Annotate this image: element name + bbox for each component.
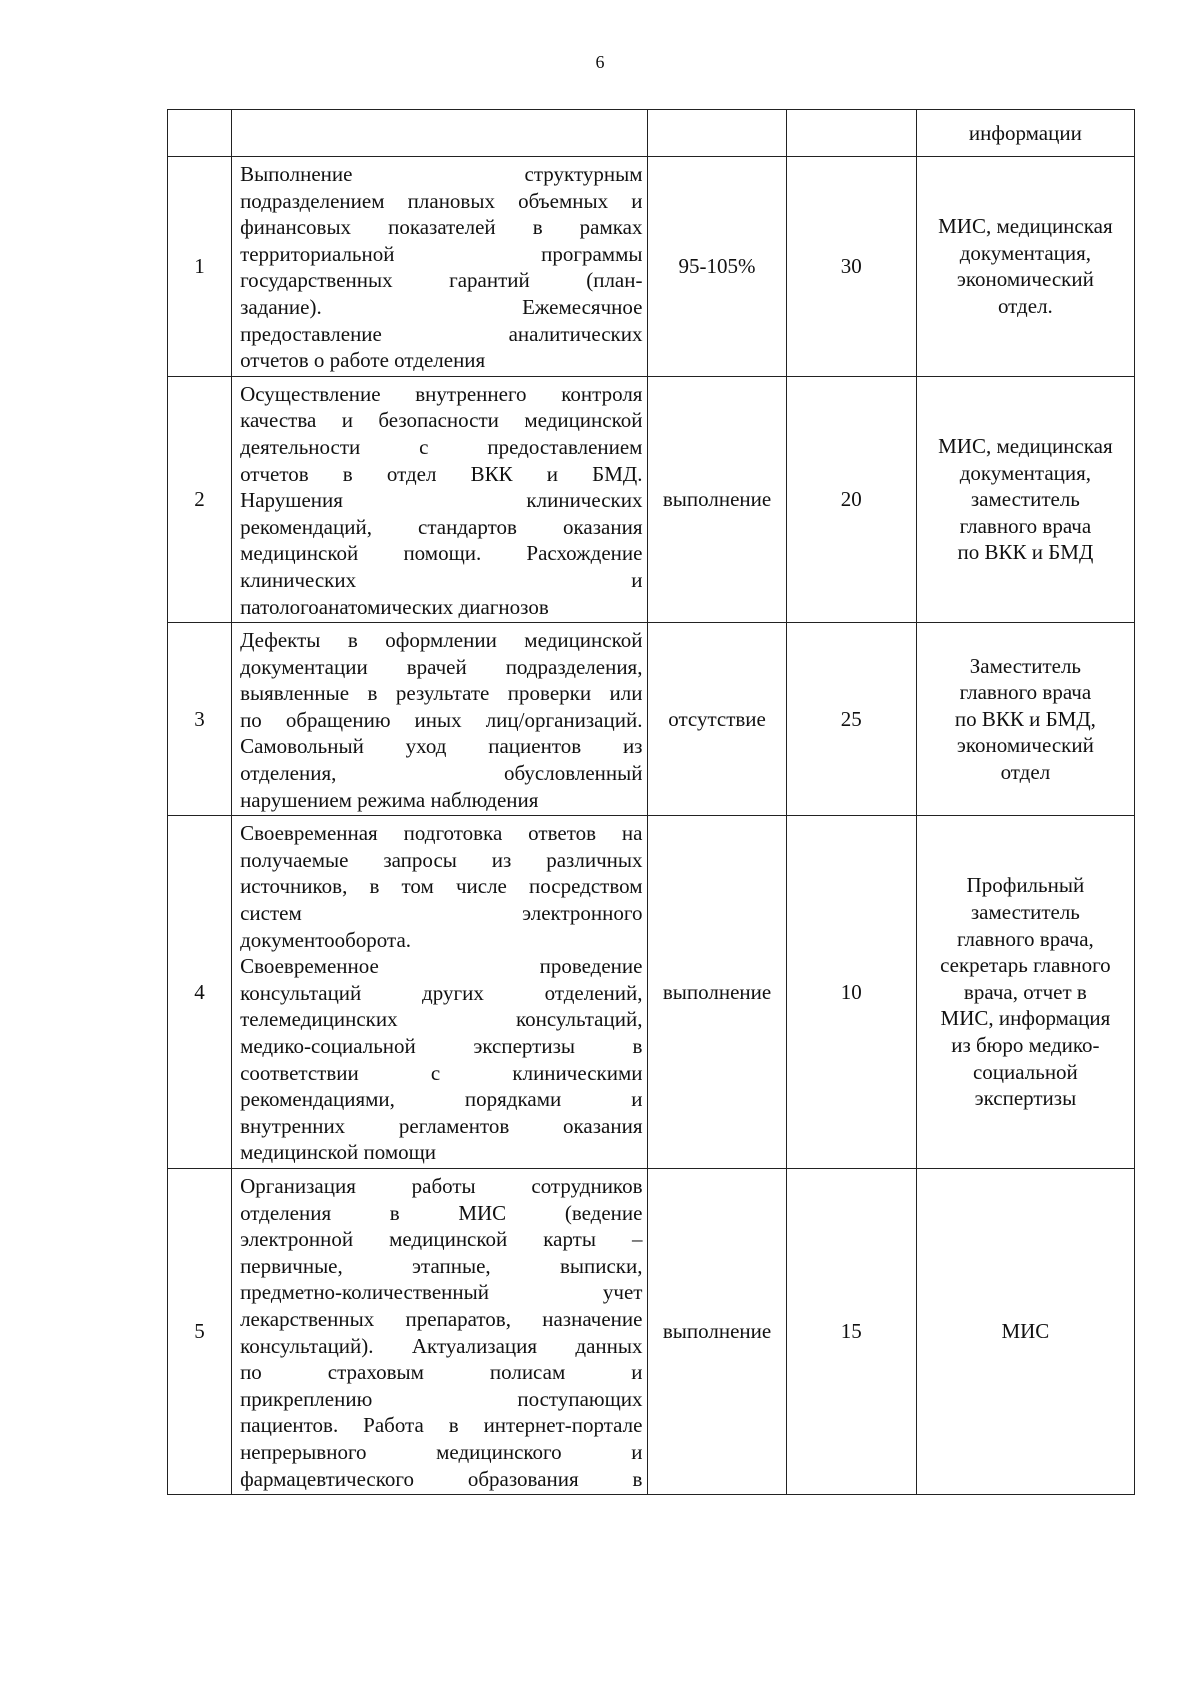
source-line: документация, [959, 460, 1092, 485]
desc-line: качества и безопасности медицинской [240, 408, 643, 433]
source-line: МИС, медицинская [938, 214, 1113, 239]
cell-desc [232, 1168, 648, 1494]
cell-source [916, 1168, 1134, 1494]
source-line: отдел. [997, 293, 1053, 318]
desc-line: предоставление аналитических [240, 321, 643, 346]
desc-line: нарушением режима наблюдения [240, 787, 539, 812]
desc-line: консультаций). Актуализация данных [240, 1333, 643, 1358]
cell-value: выполнение [648, 1168, 786, 1494]
table-row [168, 1168, 1135, 1494]
desc-line: Осуществление внутреннего контроля [240, 381, 643, 406]
source-line: социальной [972, 1059, 1078, 1084]
cell-source [916, 816, 1134, 1169]
cell-desc [232, 110, 648, 157]
desc-line: документации врачей подразделения, [240, 654, 643, 679]
desc-line: телемедицинских консультаций, [240, 1007, 643, 1032]
cell-num: 2 [168, 376, 232, 622]
source-line: экономический [956, 733, 1094, 758]
desc-line: задание). Ежемесячное [240, 294, 643, 319]
source-line: экономический [956, 267, 1094, 292]
desc-line: первичные, этапные, выписки, [240, 1253, 643, 1278]
source-line: экспертизы [974, 1086, 1077, 1111]
desc-line: Дефекты в оформлении медицинской [240, 628, 643, 653]
desc-line: рекомендаций, стандартов оказания [240, 514, 643, 539]
cell-value: выполнение [648, 376, 786, 622]
cell-num: 1 [168, 157, 232, 377]
desc-line: Своевременное проведение [240, 954, 643, 979]
desc-line: деятельности с предоставлением [240, 434, 643, 459]
desc-line: патологоанатомических диагнозов [240, 594, 549, 619]
cell-source [916, 157, 1134, 377]
table-body [168, 157, 1135, 1495]
table-row [168, 623, 1135, 816]
source-line: отдел [1000, 760, 1051, 785]
source-line: МИС [1001, 1319, 1050, 1344]
table-row [168, 110, 1135, 157]
desc-line: отчетов о работе отделения [240, 348, 486, 373]
desc-line: фармацевтического образования в [240, 1466, 643, 1491]
desc-line: пациентов. Работа в интернет-портале [240, 1413, 643, 1438]
cell-source: информации [916, 110, 1134, 157]
source-line: по ВКК и БМД [957, 540, 1094, 565]
desc-line: по обращению иных лиц/организаций. [240, 707, 643, 732]
desc-line: отделения в МИС (ведение [240, 1200, 643, 1225]
cell-desc [232, 623, 648, 816]
cell-points: 10 [786, 816, 916, 1169]
cell-value: 95-105% [648, 157, 786, 377]
desc-line: медицинской помощи. Расхождение [240, 541, 643, 566]
cell-num: 3 [168, 623, 232, 816]
desc-line: рекомендациями, порядками и [240, 1087, 643, 1112]
desc-line: по страховым полисам и [240, 1360, 643, 1385]
desc-line: внутренних регламентов оказания [240, 1113, 643, 1138]
desc-line: отделения, обусловленный [240, 761, 643, 786]
desc-line: отчетов в отдел ВКК и БМД. [240, 461, 643, 486]
source-line: заместитель [970, 900, 1080, 925]
desc-line: консультаций других отделений, [240, 980, 643, 1005]
cell-value: выполнение [648, 816, 786, 1169]
criteria-table [167, 109, 1135, 1495]
cell-value [648, 110, 786, 157]
desc-line: Самовольный уход пациентов из [240, 734, 643, 759]
source-line: Заместитель [969, 653, 1081, 678]
source-line: секретарь главного [940, 953, 1111, 978]
desc-line: электронной медицинской карты – [240, 1227, 643, 1252]
cell-points: 15 [786, 1168, 916, 1494]
table-row [168, 157, 1135, 377]
page-number: 6 [595, 52, 605, 72]
desc-line: Своевременная подготовка ответов на [240, 821, 643, 846]
source-line: МИС, медицинская [938, 433, 1113, 458]
cell-num: 5 [168, 1168, 232, 1494]
source-line: заместитель [970, 487, 1080, 512]
cell-desc [232, 376, 648, 622]
desc-line: получаемые запросы из различных [240, 847, 643, 872]
cell-source [916, 623, 1134, 816]
source-line: МИС, информация [940, 1006, 1111, 1031]
source-line: по ВКК и БМД, [954, 706, 1096, 731]
cell-points: 20 [786, 376, 916, 622]
desc-line: Организация работы сотрудников [240, 1173, 643, 1198]
source-line: документация, [959, 240, 1092, 265]
desc-line: непрерывного медицинского и [240, 1439, 643, 1464]
cell-num: 4 [168, 816, 232, 1169]
cell-desc [232, 816, 648, 1169]
desc-line: предметно-количественный учет [240, 1280, 643, 1305]
desc-line: клинических и [240, 567, 643, 592]
desc-line: медицинской помощи [240, 1140, 437, 1165]
cell-num [168, 110, 232, 157]
desc-line: подразделением плановых объемных и [240, 188, 643, 213]
desc-line: территориальной программы [240, 241, 643, 266]
source-line: главного врача [959, 680, 1092, 705]
desc-line: систем электронного [240, 901, 643, 926]
desc-line: медико-социальной экспертизы в [240, 1034, 643, 1058]
source-line: из бюро медико- [951, 1033, 1100, 1057]
cell-points: 30 [786, 157, 916, 377]
cell-points: 25 [786, 623, 916, 816]
source-line: Профильный [966, 873, 1085, 898]
desc-line: Выполнение структурным [240, 162, 643, 186]
cell-desc [232, 157, 648, 377]
desc-line: источников, в том числе посредством [240, 874, 643, 899]
desc-line: лекарственных препаратов, назначение [240, 1306, 643, 1331]
table-row [168, 816, 1135, 1169]
cell-source [916, 376, 1134, 622]
source-line: главного врача, [956, 926, 1094, 951]
desc-line: соответствии с клиническими [240, 1060, 643, 1085]
desc-line: финансовых показателей в рамках [240, 215, 643, 240]
cell-points [786, 110, 916, 157]
desc-line: документооборота. [240, 927, 412, 952]
desc-line: государственных гарантий (план- [240, 268, 643, 293]
source-line: врача, отчет в [963, 979, 1087, 1004]
table-row [168, 376, 1135, 622]
source-line: главного врача [959, 513, 1092, 538]
desc-line: Нарушения клинических [240, 488, 643, 513]
desc-line: выявленные в результате проверки или [240, 681, 643, 706]
cell-value: отсутствие [648, 623, 786, 816]
desc-line: прикреплению поступающих [240, 1386, 643, 1411]
